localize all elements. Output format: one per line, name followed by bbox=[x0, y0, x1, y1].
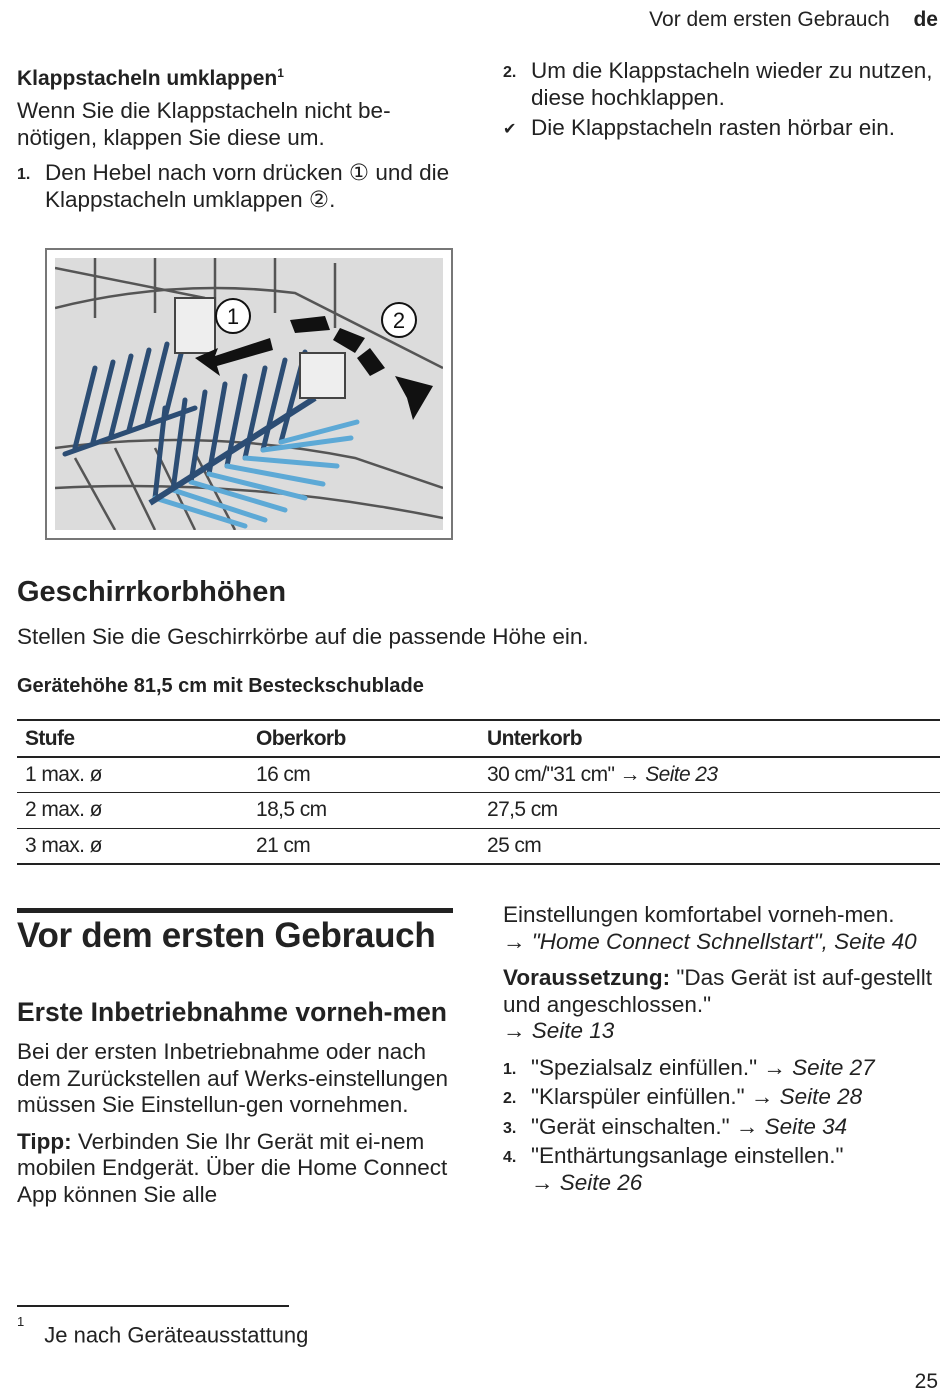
list-item: 4. "Enthärtungsanlage einstellen." → Seite 26 bbox=[503, 1143, 844, 1195]
klapp-title: Klappstacheln umklappen$^1$ bbox=[17, 66, 284, 90]
running-header bbox=[649, 8, 938, 32]
prerequisite: Voraussetzung: "Das Gerät ist auf-gestellt und angeschlossen." bbox=[503, 965, 932, 1017]
figure-label-1: 1 bbox=[226, 304, 240, 329]
tip-continuation: Einstellungen komfortabel vorneh-men. bbox=[503, 902, 895, 927]
page-reference-link[interactable]: Seite 27 bbox=[792, 1054, 875, 1080]
page-number: 25 bbox=[914, 1370, 938, 1392]
figure-label-2: 2 bbox=[392, 308, 406, 333]
first-use-left bbox=[17, 996, 457, 1208]
first-use-para: Bei der ersten Inbetriebnahme oder nach dem Zurückstellen auf Werks-einstellungen müssen Sie Einstellun-gen vornehmen. bbox=[17, 1039, 449, 1117]
column-header: Stufe bbox=[25, 726, 75, 750]
first-use-steps bbox=[503, 1055, 933, 1197]
table-row: 3 max. ø 21 cm 25 cm bbox=[17, 828, 940, 864]
tip-para: Tipp: Verbinden Sie Ihr Gerät mit ei-nem mobilen Endgerät. Über die Home Connect App können Sie alle bbox=[17, 1128, 448, 1207]
header-language: de bbox=[913, 8, 938, 31]
heights-intro: Stellen Sie die Geschirrkörbe auf die passende Höhe ein. bbox=[17, 624, 589, 649]
header-section-title: Vor dem ersten Gebrauch bbox=[649, 8, 890, 31]
check-icon: ✔ bbox=[503, 121, 517, 138]
klapp-intro: Wenn Sie die Klappstacheln nicht be-nötigen, klappen Sie diese um. bbox=[17, 98, 391, 150]
list-item: 3. "Gerät einschalten." → Seite 34 bbox=[503, 1113, 848, 1139]
heights-table bbox=[17, 719, 940, 865]
klapp-steps-right bbox=[503, 58, 933, 142]
footnote-mark: 1 bbox=[277, 66, 284, 80]
table-title: Gerätehöhe 81,5 cm mit Besteckschublade bbox=[17, 675, 424, 697]
footnote: $^1$Je nach Geräteausstattung bbox=[17, 1314, 309, 1348]
rack-illustration bbox=[45, 248, 453, 540]
klapp-steps-left bbox=[17, 160, 457, 213]
list-item: 1. Den Hebel nach vorn drücken ① und die Klappstacheln umklappen ②. bbox=[17, 160, 450, 212]
column-header: Oberkorb bbox=[256, 726, 346, 750]
list-item: 2. Um die Klappstacheln wieder zu nutzen, diese hochklappen. bbox=[503, 58, 933, 110]
first-use-right bbox=[503, 902, 933, 1196]
page-reference-link[interactable]: Seite 28 bbox=[779, 1084, 863, 1109]
table-header-row bbox=[17, 720, 940, 757]
table-row: 1 max. ø 16 cm 30 cm/"31 cm" → Seite 23 bbox=[17, 757, 940, 793]
list-item: 1. "Spezialsalz einfüllen." → Seite 27 bbox=[503, 1054, 875, 1080]
column-header: Unterkorb bbox=[487, 726, 582, 750]
page-reference-link[interactable]: Seite 34 bbox=[764, 1113, 848, 1139]
prerequisite-reference-link[interactable]: → Seite 13 bbox=[503, 1018, 615, 1043]
klapp-section bbox=[17, 60, 457, 213]
page-reference-link[interactable]: Seite 23 bbox=[645, 763, 718, 786]
tip-reference-link[interactable]: → "Home Connect Schnellstart", Seite 40 bbox=[503, 928, 917, 954]
footnote-rule bbox=[17, 1305, 289, 1307]
heights-title: Geschirrkorbhöhen bbox=[17, 576, 287, 608]
table-row: 2 max. ø 18,5 cm 27,5 cm bbox=[17, 793, 940, 829]
result-item: ✔ Die Klappstacheln rasten hörbar ein. bbox=[503, 115, 933, 142]
chapter-title: Vor dem ersten Gebrauch bbox=[17, 916, 436, 955]
subsection-title: Erste Inbetriebnahme vorneh-men bbox=[17, 997, 447, 1027]
list-item: 2. "Klarspüler einfüllen." → Seite 28 bbox=[503, 1084, 863, 1109]
section-rule bbox=[17, 908, 453, 913]
rack-drawing bbox=[55, 258, 443, 530]
page-reference-link[interactable]: → Seite 26 bbox=[531, 1169, 643, 1195]
